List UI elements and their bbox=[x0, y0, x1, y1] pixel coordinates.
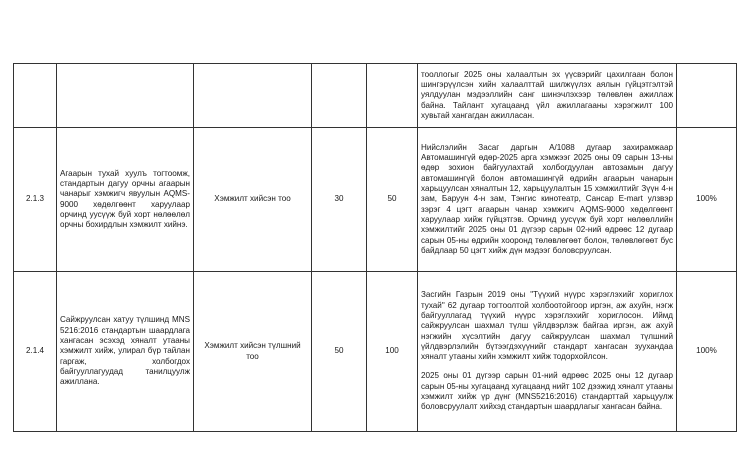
table-row bbox=[14, 64, 737, 128]
row-number: 2.1.3 bbox=[14, 128, 57, 272]
percent-cell bbox=[677, 64, 737, 128]
report-paragraph: 2025 оны 01 дүгээр сарын 01-ний өдрөөс 2025 оны 12 дугаар сарын 05-ны хугацаанд хугацаанд нийт 102 дээжид хяналт утааны хэмжилт хийж үр дүнг (MNS5216:2016) стандарттай харьцуулж боловсруулалт хийхэд стандартын шаардлагыг хангасан байна. bbox=[421, 371, 673, 412]
percent-cell: 100% bbox=[677, 272, 737, 432]
report-cell bbox=[418, 128, 677, 272]
measure-cell: Хэмжилт хийсэн түлшний тоо bbox=[194, 272, 312, 432]
table-row bbox=[14, 272, 737, 432]
indicator-cell: Агаарын тухай хуулъ тогтоомж, стандартын дагуу орчны агаарын чанарыг хэмжигч явуулын AQMS-9000 хөдөлгөөнт харуулаар орчинд уусүүж буй хорт нөлөөлөл орчны бохирдлын хэмжилт хийнэ. bbox=[57, 128, 194, 272]
measure-cell: Хэмжилт хийсэн тоо bbox=[194, 128, 312, 272]
baseline-cell: 50 bbox=[312, 272, 367, 432]
baseline-cell bbox=[312, 64, 367, 128]
row-number bbox=[14, 64, 57, 128]
report-paragraph: тооллогыг 2025 оны халаалтын эх үүсвэрийг цахилгаан болон шингэрүүлсэн хийн халаалттай шилжүүлэх аялын гүйцэтгэлтэй уялдуулан мэдээллийн санг шинэчлэхээр төлөвлөн ажиллаж байна. Тайлант хугацаанд үйл ажиллагааны хэрэгжилт 100 хувьтай хангагдан ажилласан. bbox=[421, 69, 673, 120]
target-cell bbox=[367, 64, 418, 128]
target-cell: 100 bbox=[367, 272, 418, 432]
table-row bbox=[14, 128, 737, 272]
measure-cell bbox=[194, 64, 312, 128]
indicator-cell bbox=[57, 64, 194, 128]
percent-cell: 100% bbox=[677, 128, 737, 272]
report-paragraph: Нийслэлийн Засаг даргын А/1088 дугаар захирамжаар Автомашингүй өдөр-2025 арга хэмжээг 2025 оны 09 сарын 13-ны өдөр зохион байгуулахтай холбогдуулан автозамын дагуу автомашингүй болон автомашингүй өдрийн агаарын чанарын харьцуулсан хяналтын 12, харьцуулалтын 15 хэмжилтийг Зүүн 4-н зам, Баруун 4-н зам, Тэнгис кинотеатр, Сансар E-mart улзвэр зэрэг 4 цэгт агаарын чанар хэмжигч AQMS-9000 хөдөлгөөнт харуулаар хийж гүйцэтгэв. Орчинд уусүүж буй хорт нөлөөллийн хэмжилтийг 2025 оны 01 дүгээр сарын 02-ний өдрөөс 12 дугаар сарын 05-ны өдрийн хооронд төлөвлөгөөт болон, төлөвлөгөөт бус байдлаар 50 цэгт хийж дүн мэдээг боловсруулсан. bbox=[421, 142, 673, 255]
report-table bbox=[13, 63, 737, 432]
indicator-cell: Сайжруулсан хатуу түлшинд MNS 5216:2016 стандартын шаардлага хангасан эсэхэд хяналт утааны хэмжилт хийж, улирал бүр тайлан гаргаж, холбогдох байгууллагуудад танилцуулж ажиллана. bbox=[57, 272, 194, 432]
report-cell bbox=[418, 272, 677, 432]
row-number: 2.1.4 bbox=[14, 272, 57, 432]
report-cell bbox=[418, 64, 677, 128]
report-paragraph: Засгийн Газрын 2019 оны "Түүхий нүүрс хэрэглэхийг хориглох тухай" 62 дугаар тогтоолтой холбоотойгоор иргэн, аж ахуйн, нэгж байгууллагад түүхий нүүрс хэрэглэхийг хориглосон. Иймд сайжруулсан шахмал түлш үйлдвэрлэж байгаа иргэн, аж ахуй нэгжийн хүсэлтийн дагуу сайжруулсан шахмал түлшний үйлдвэрлэлийн бүтээгдэхүүнийг стандарт хангасан зуухандаа хяналт утааны хийн хэмжилт хийж тодорхойлсон. bbox=[421, 290, 673, 362]
baseline-cell: 30 bbox=[312, 128, 367, 272]
target-cell: 50 bbox=[367, 128, 418, 272]
